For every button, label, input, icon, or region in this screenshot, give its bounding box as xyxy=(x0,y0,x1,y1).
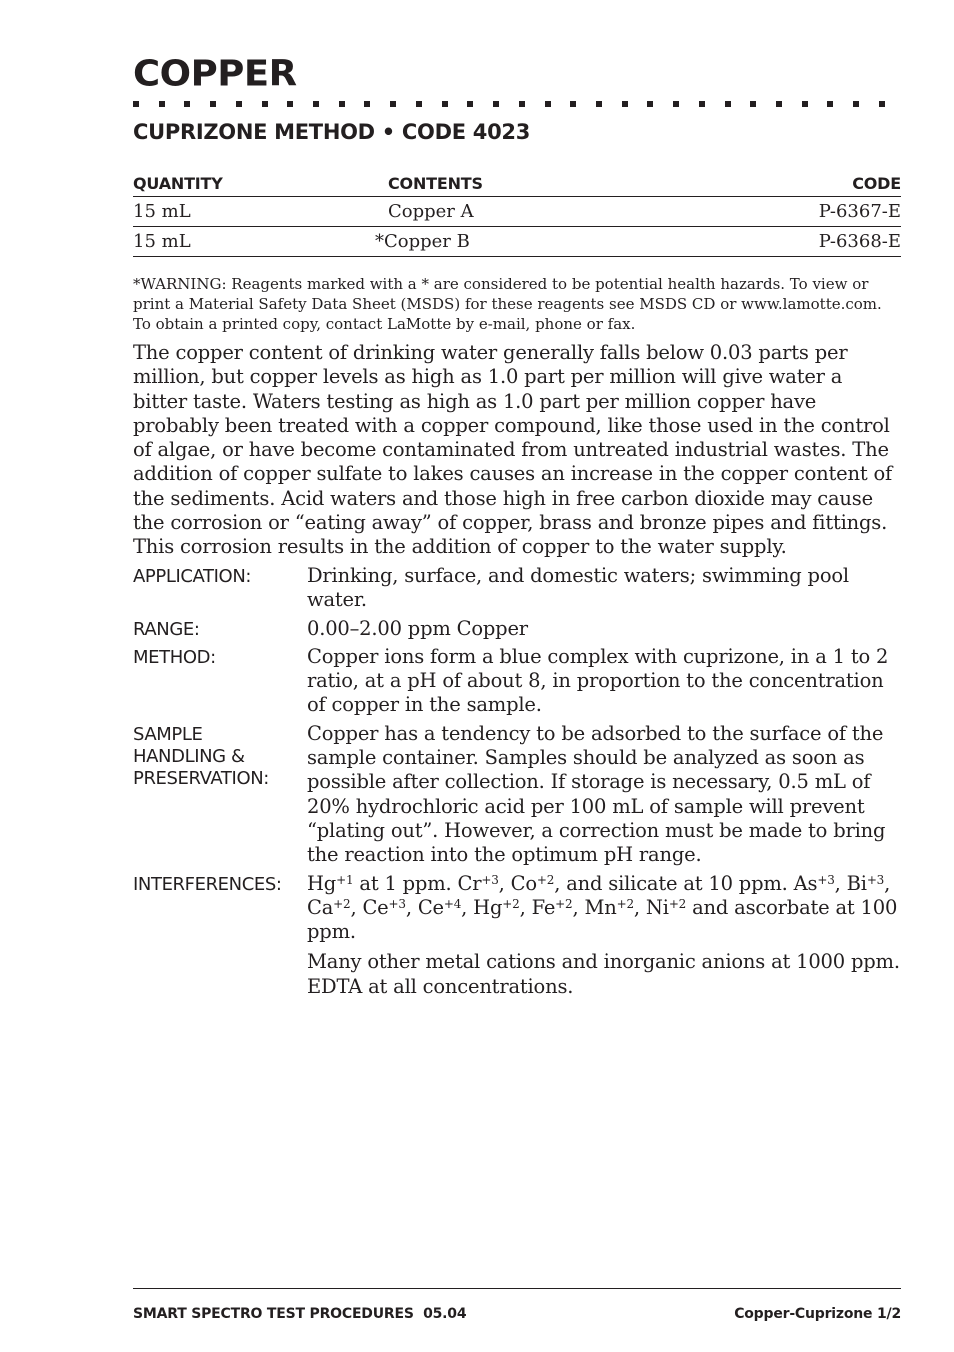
table-header-row xyxy=(133,170,901,197)
reagent-table xyxy=(133,170,901,257)
cell-code: P-6367-E xyxy=(673,197,901,227)
footer-publication: SMART SPECTRO TEST PROCEDURES 05.04 xyxy=(133,1306,467,1322)
footer-divider xyxy=(133,1288,901,1289)
hazard-warning: *WARNING: Reagents marked with a * are considered to be potential health hazards. To view or print a Material Safety Data Sheet (MSDS) for these reagents see MSDS CD or www.lamotte.com. To obtain a printed copy, contact LaMotte by e-mail, phone or fax. xyxy=(133,275,882,333)
param-label: METHOD: xyxy=(133,646,216,668)
cell-quantity: 15 mL xyxy=(133,227,375,257)
header-quantity: QUANTITY xyxy=(133,170,375,197)
cell-contents: Copper A xyxy=(375,197,673,227)
param-label: SAMPLE HANDLING & PRESERVATION: xyxy=(133,723,269,789)
table-row xyxy=(133,197,901,227)
cell-contents: *Copper B xyxy=(375,227,673,257)
cell-quantity: 15 mL xyxy=(133,197,375,227)
param-value: Copper ions form a blue complex with cuprizone, in a 1 to 2 ratio, at a pH of about 8, in proportion to the concentration of copper in the sample. xyxy=(307,644,889,717)
method-subtitle: CUPRIZONE METHOD • CODE 4023 xyxy=(133,120,531,144)
footer-page-label: Copper-Cuprizone 1/2 xyxy=(734,1306,901,1322)
param-label: RANGE: xyxy=(133,618,200,640)
page-title: COPPER xyxy=(133,53,297,94)
param-method xyxy=(133,645,901,718)
param-value: 0.00–2.00 ppm Copper xyxy=(307,616,528,640)
param-range xyxy=(133,617,901,641)
param-label: INTERFERENCES: xyxy=(133,873,282,895)
param-value: Copper has a tendency to be adsorbed to the surface of the sample container. Samples should be analyzed as soon as possible after collection. If storage is necessary, 0.5 mL of 20% hydrochloric acid per 100 mL of sample will prevent “plating out”. However, a correction must be made to bring the reaction into the optimum pH range. xyxy=(307,721,886,867)
header-code: CODE xyxy=(673,170,901,197)
parameter-list xyxy=(133,564,901,1003)
param-interferences xyxy=(133,872,901,999)
table-row xyxy=(133,227,901,257)
intro-paragraph: The copper content of drinking water generally falls below 0.03 parts per million, but copper levels as high as 1.0 part per million will give water a bitter taste. Waters testing as high as 1.0 part per million copper have probably been treated with a copper compound, like those used in the control of algae, or have become contaminated from untreated industrial wastes. The addition of copper sulfate to lakes causes an increase in the copper content of the sediments. Acid waters and those high in free carbon dioxide may cause the corrosion or “eating away” of copper, brass and bronze pipes and fittings. This corrosion results in the addition of copper to the water supply. xyxy=(133,341,893,559)
interferences-other: Many other metal cations and inorganic anions at 1000 ppm. EDTA at all concentrations. xyxy=(307,950,900,998)
dotted-divider xyxy=(133,101,885,107)
param-label: APPLICATION: xyxy=(133,566,252,587)
param-value xyxy=(307,872,901,999)
param-application xyxy=(133,564,901,613)
cell-code: P-6368-E xyxy=(673,227,901,257)
interferences-ions: $Hg^{+1}$ at 1 ppm. $Cr^{+3}$, $Co^{+2}$, and silicate at 10 ppm. $As^{+3}$, $Bi^{+3}$, $Ca^{+2}$, $Ce^{+3}$, $Ce^{+4}$, $Hg^{+2}$, $Fe^{+2}$, $Mn^{+2}$, $Ni^{+2}$ and ascorbate at 100 ppm. xyxy=(307,871,898,944)
param-value: Drinking, surface, and domestic waters; swimming pool water. xyxy=(307,564,849,612)
header-contents: CONTENTS xyxy=(375,170,673,197)
param-sample-handling xyxy=(133,722,901,868)
